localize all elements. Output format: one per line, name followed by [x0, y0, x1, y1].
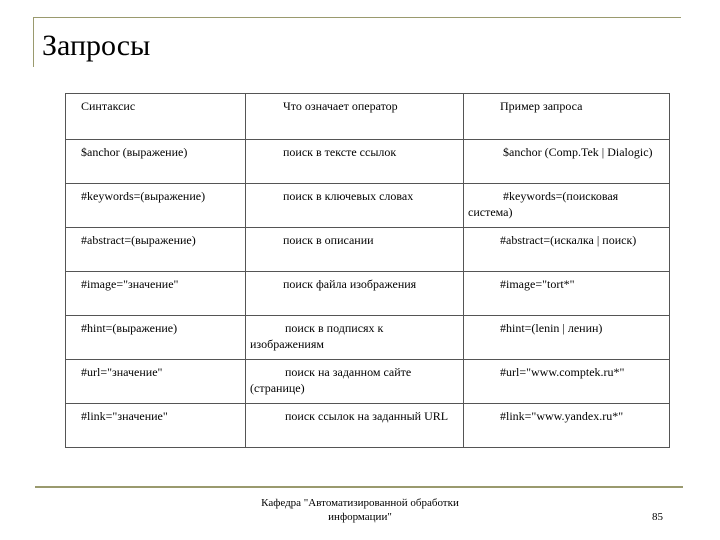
table-row — [66, 184, 670, 228]
query-table-container — [65, 93, 669, 448]
meaning-cell: поиск в тексте ссылок — [246, 140, 464, 184]
query-syntax-table — [65, 93, 670, 448]
example-cell: #abstract=(искалка | поиск) — [464, 228, 670, 272]
example-cell: #hint=(lenin | ленин) — [464, 316, 670, 360]
footer-department: Кафедра "Автоматизированной обработки информации" — [261, 497, 459, 523]
table-row — [66, 316, 670, 360]
meaning-cell: поиск файла изображения — [246, 272, 464, 316]
table-row — [66, 404, 670, 448]
example-cell: #url="www.comptek.ru*" — [464, 360, 670, 404]
footer-divider — [35, 486, 683, 488]
meaning-cell: поиск ссылок на заданный URL — [246, 404, 464, 448]
slide-title: Запросы — [42, 29, 151, 62]
table-row — [66, 228, 670, 272]
syntax-cell: #abstract=(выражение) — [66, 228, 246, 272]
page-number: 85 — [652, 511, 663, 523]
meaning-cell: поиск в описании — [246, 228, 464, 272]
slide-frame-top — [33, 17, 681, 18]
example-cell: $anchor (Comp.Tek | Dialogic) — [464, 140, 670, 184]
syntax-cell: #keywords=(выражение) — [66, 184, 246, 228]
syntax-cell: #url="значение" — [66, 360, 246, 404]
table-row — [66, 140, 670, 184]
example-cell: #image="tort*" — [464, 272, 670, 316]
example-cell: #link="www.yandex.ru*" — [464, 404, 670, 448]
syntax-cell: #image="значение" — [66, 272, 246, 316]
header-meaning: Что означает оператор — [246, 94, 464, 140]
syntax-cell: $anchor (выражение) — [66, 140, 246, 184]
syntax-cell: #hint=(выражение) — [66, 316, 246, 360]
syntax-cell: #link="значение" — [66, 404, 246, 448]
slide-frame-left — [33, 17, 34, 67]
meaning-cell: поиск в подписях к изображениям — [246, 316, 464, 360]
example-cell: #keywords=(поисковая система) — [464, 184, 670, 228]
meaning-cell: поиск в ключевых словах — [246, 184, 464, 228]
table-row — [66, 360, 670, 404]
table-row — [66, 272, 670, 316]
table-header-row — [66, 94, 670, 140]
header-example: Пример запроса — [464, 94, 670, 140]
meaning-cell: поиск на заданном сайте (странице) — [246, 360, 464, 404]
header-syntax: Синтаксис — [66, 94, 246, 140]
